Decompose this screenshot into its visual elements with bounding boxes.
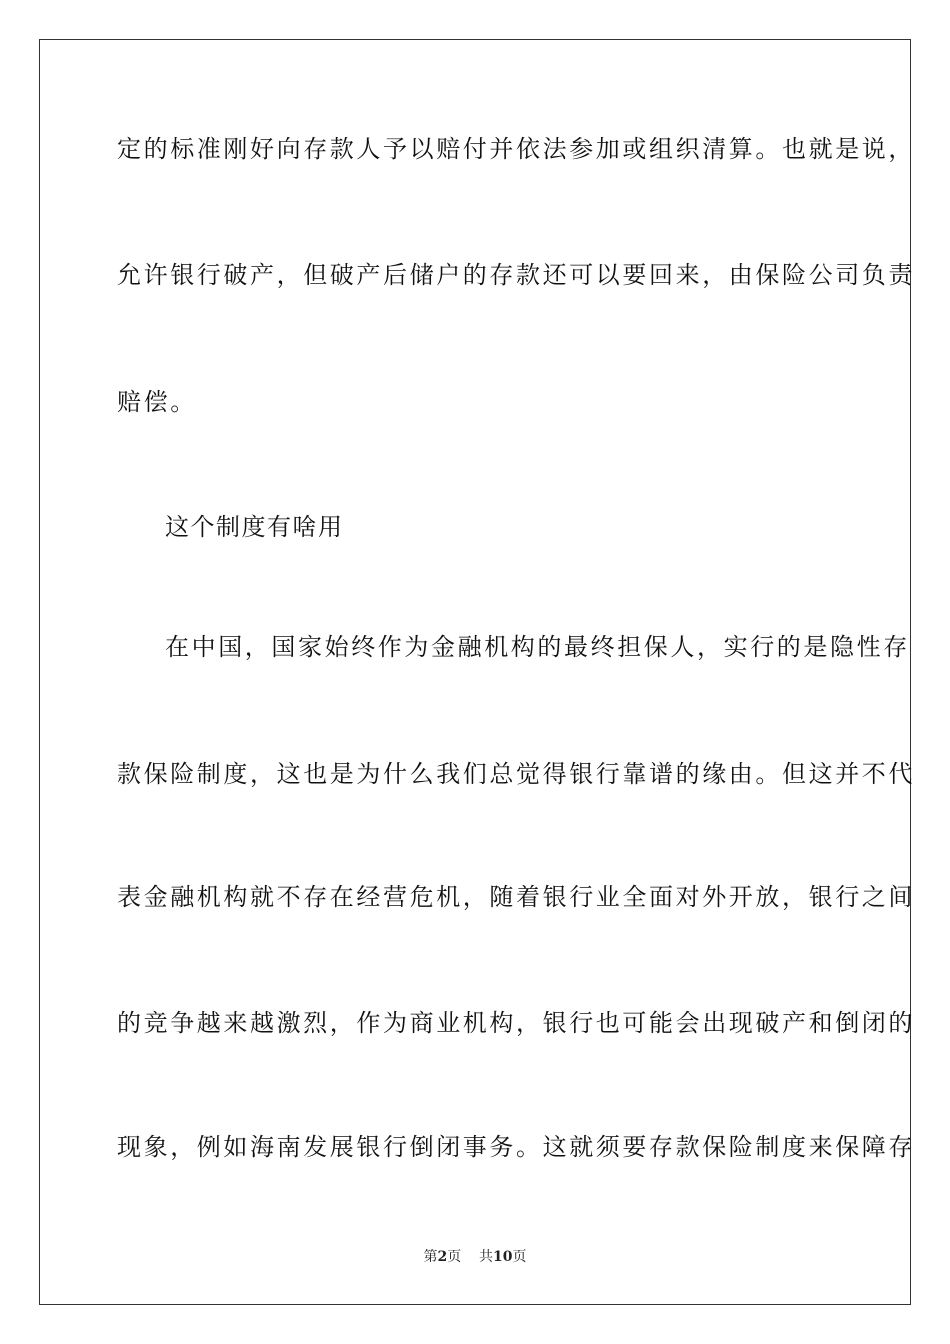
page-number: 2 [437, 1249, 448, 1265]
body-text-line-6: 款保险制度，这也是为什么我们总觉得银行靠谱的缘由。但这并不代 [117, 760, 915, 788]
body-text-line-5: 在中国，国家始终作为金融机构的最终担保人，实行的是隐性存 [165, 633, 910, 661]
body-text-line-8: 的竞争越来越激烈，作为商业机构，银行也可能会出现破产和倒闭的 [117, 1009, 915, 1037]
body-text-line-3: 赔偿。 [117, 388, 197, 416]
total-pages: 10 [493, 1249, 513, 1265]
page-label-prefix: 第 [423, 1249, 438, 1265]
page-label-suffix: 页 [447, 1249, 462, 1265]
page-border [39, 39, 915, 1305]
body-text-line-7: 表金融机构就不存在经营危机，随着银行业全面对外开放，银行之间 [117, 883, 915, 911]
page-footer [0, 1248, 950, 1266]
body-text-line-9: 现象，例如海南发展银行倒闭事务。这就须要存款保险制度来保障存 [117, 1133, 915, 1161]
section-heading: 这个制度有啥用 [165, 513, 344, 541]
total-label-prefix: 共 [479, 1249, 494, 1265]
body-text-line-1: 定的标准刚好向存款人予以赔付并依法参加或组织清算。也就是说， [117, 135, 915, 163]
body-text-line-2: 允许银行破产，但破产后储户的存款还可以要回来，由保险公司负责 [117, 261, 915, 289]
total-label-suffix: 页 [512, 1249, 527, 1265]
